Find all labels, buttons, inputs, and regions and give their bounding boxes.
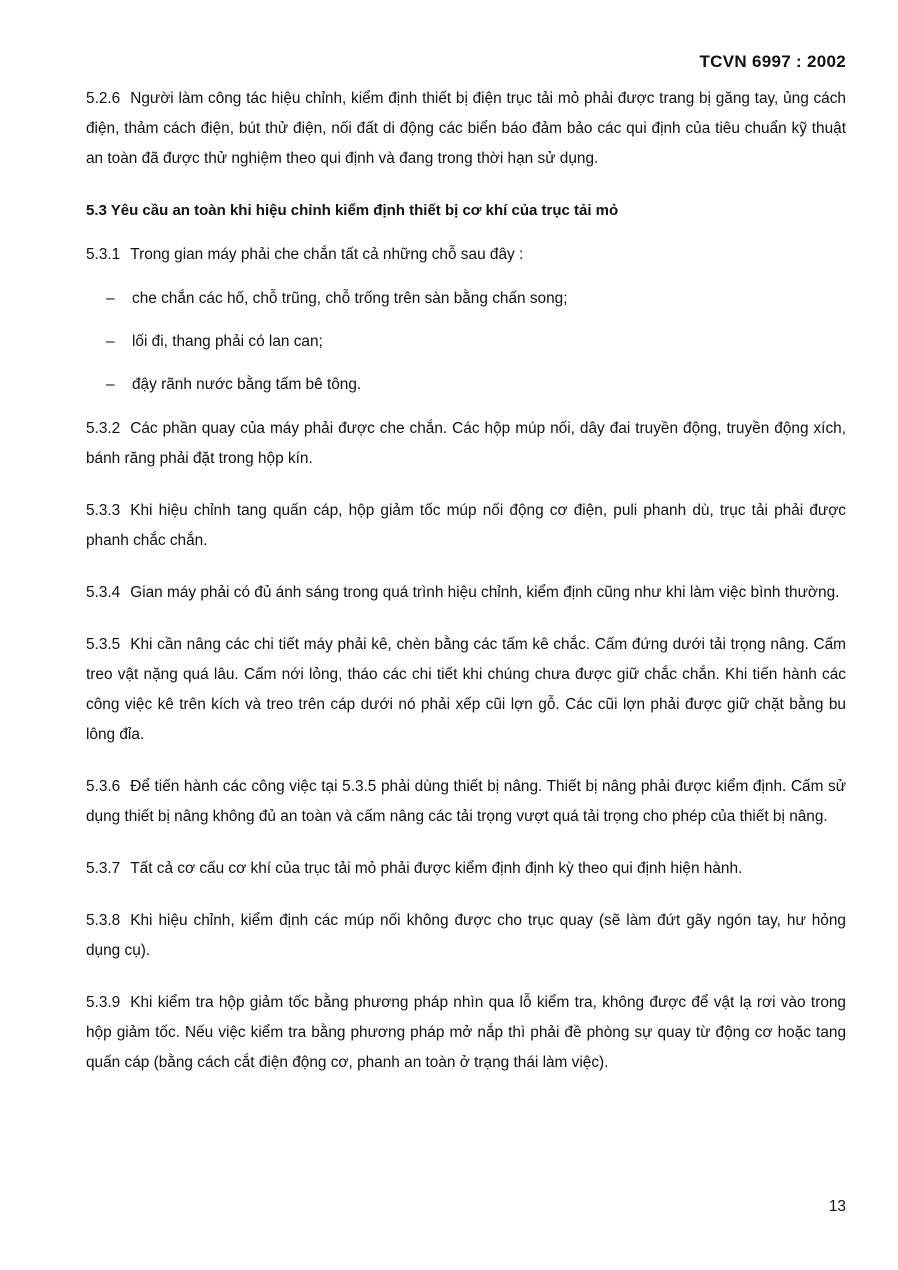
clause-5-2-6 xyxy=(86,84,846,174)
dash-marker: – xyxy=(106,376,115,393)
clause-5-3-9 xyxy=(86,988,846,1078)
clause-text: Người làm công tác hiệu chỉnh, kiểm định thiết bị điện trục tải mỏ phải được trang bị găng tay, ủng cách điện, thảm cách điện, bút thử điện, nối đất di động các biển báo đảm bảo các qui định của tiêu chuẩn kỹ thuật an toàn đã được thử nghiệm theo qui định và đang trong thời hạn sử dụng. xyxy=(86,90,846,167)
clause-number: 5.3.4 xyxy=(86,584,121,601)
clause-5-3-1 xyxy=(86,240,846,270)
clause-text: Các phần quay của máy phải được che chắn. Các hộp múp nối, dây đai truyền động, truyền động xích, bánh răng phải đặt trong hộp kín. xyxy=(86,420,846,467)
list-item xyxy=(86,327,846,357)
clause-number: 5.3.3 xyxy=(86,502,121,519)
clause-5-3-8 xyxy=(86,906,846,966)
clause-text: Khi hiệu chỉnh, kiểm định các múp nối không được cho trục quay (sẽ làm đứt gãy ngón tay, hư hỏng dụng cụ). xyxy=(86,912,846,959)
clause-text: Để tiến hành các công việc tại 5.3.5 phải dùng thiết bị nâng. Thiết bị nâng phải được kiểm định. Cấm sử dụng thiết bị nâng không đủ an toàn và cấm nâng các tải trọng vượt quá tải trọng cho phép của thiết bị nâng. xyxy=(86,778,846,825)
clause-text: Khi kiểm tra hộp giảm tốc bằng phương pháp nhìn qua lỗ kiểm tra, không được để vật lạ rơi vào trong hộp giảm tốc. Nếu việc kiểm tra bằng phương pháp mở nắp thì phải đề phòng sự quay từ động cơ hoặc tang quấn cáp (bằng cách cắt điện động cơ, phanh an toàn ở trạng thái làm việc). xyxy=(86,994,846,1071)
clause-text: Tất cả cơ cấu cơ khí của trục tải mỏ phải được kiểm định định kỳ theo qui định hiện hành. xyxy=(130,860,743,877)
clause-number: 5.3.8 xyxy=(86,912,121,929)
clause-5-3-6 xyxy=(86,772,846,832)
clause-5-3-7 xyxy=(86,854,846,884)
clause-text: Gian máy phải có đủ ánh sáng trong quá trình hiệu chỉnh, kiểm định cũng như khi làm việc bình thường. xyxy=(130,584,840,601)
dash-marker: – xyxy=(106,290,115,307)
document-code: TCVN 6997 : 2002 xyxy=(699,52,846,71)
clause-number: 5.3.5 xyxy=(86,636,121,653)
clause-number: 5.3.6 xyxy=(86,778,121,795)
clause-5-3-3 xyxy=(86,496,846,556)
clause-text: Trong gian máy phải che chắn tất cả những chỗ sau đây : xyxy=(130,246,524,263)
section-heading-5-3: 5.3 Yêu cầu an toàn khi hiệu chỉnh kiểm định thiết bị cơ khí của trục tải mỏ xyxy=(86,202,619,219)
list-item-text: đậy rãnh nước bằng tấm bê tông. xyxy=(132,376,362,393)
page-number: 13 xyxy=(828,1198,846,1215)
list-item xyxy=(86,370,846,400)
clause-5-3-5 xyxy=(86,630,846,750)
clause-text: Khi cần nâng các chi tiết máy phải kê, chèn bằng các tấm kê chắc. Cấm đứng dưới tải trọng nâng. Cấm treo vật nặng quá lâu. Cấm nới lỏng, tháo các chi tiết khi chúng chưa được giữ chắc chắn. Khi tiến hành các công việc kê trên kích và treo trên cáp dưới nó phải xếp cũi lợn gỗ. Các cũi lợn phải được giữ chặt bằng bu lông đỉa. xyxy=(86,636,846,743)
document-body xyxy=(86,84,846,1100)
clause-number: 5.3.1 xyxy=(86,246,121,263)
clause-number: 5.3.9 xyxy=(86,994,121,1011)
bullet-list xyxy=(86,284,846,400)
clause-number: 5.3.7 xyxy=(86,860,121,877)
clause-number: 5.3.2 xyxy=(86,420,121,437)
list-item-text: lối đi, thang phải có lan can; xyxy=(132,333,323,350)
list-item xyxy=(86,284,846,314)
dash-marker: – xyxy=(106,333,115,350)
clause-5-3-4 xyxy=(86,578,846,608)
clause-text: Khi hiệu chỉnh tang quấn cáp, hộp giảm tốc múp nối động cơ điện, puli phanh dù, trục tải phải được phanh chắc chắn. xyxy=(86,502,846,549)
clause-number: 5.2.6 xyxy=(86,90,121,107)
clause-5-3-2 xyxy=(86,414,846,474)
list-item-text: che chắn các hố, chỗ trũng, chỗ trống trên sàn bằng chấn song; xyxy=(132,290,568,307)
